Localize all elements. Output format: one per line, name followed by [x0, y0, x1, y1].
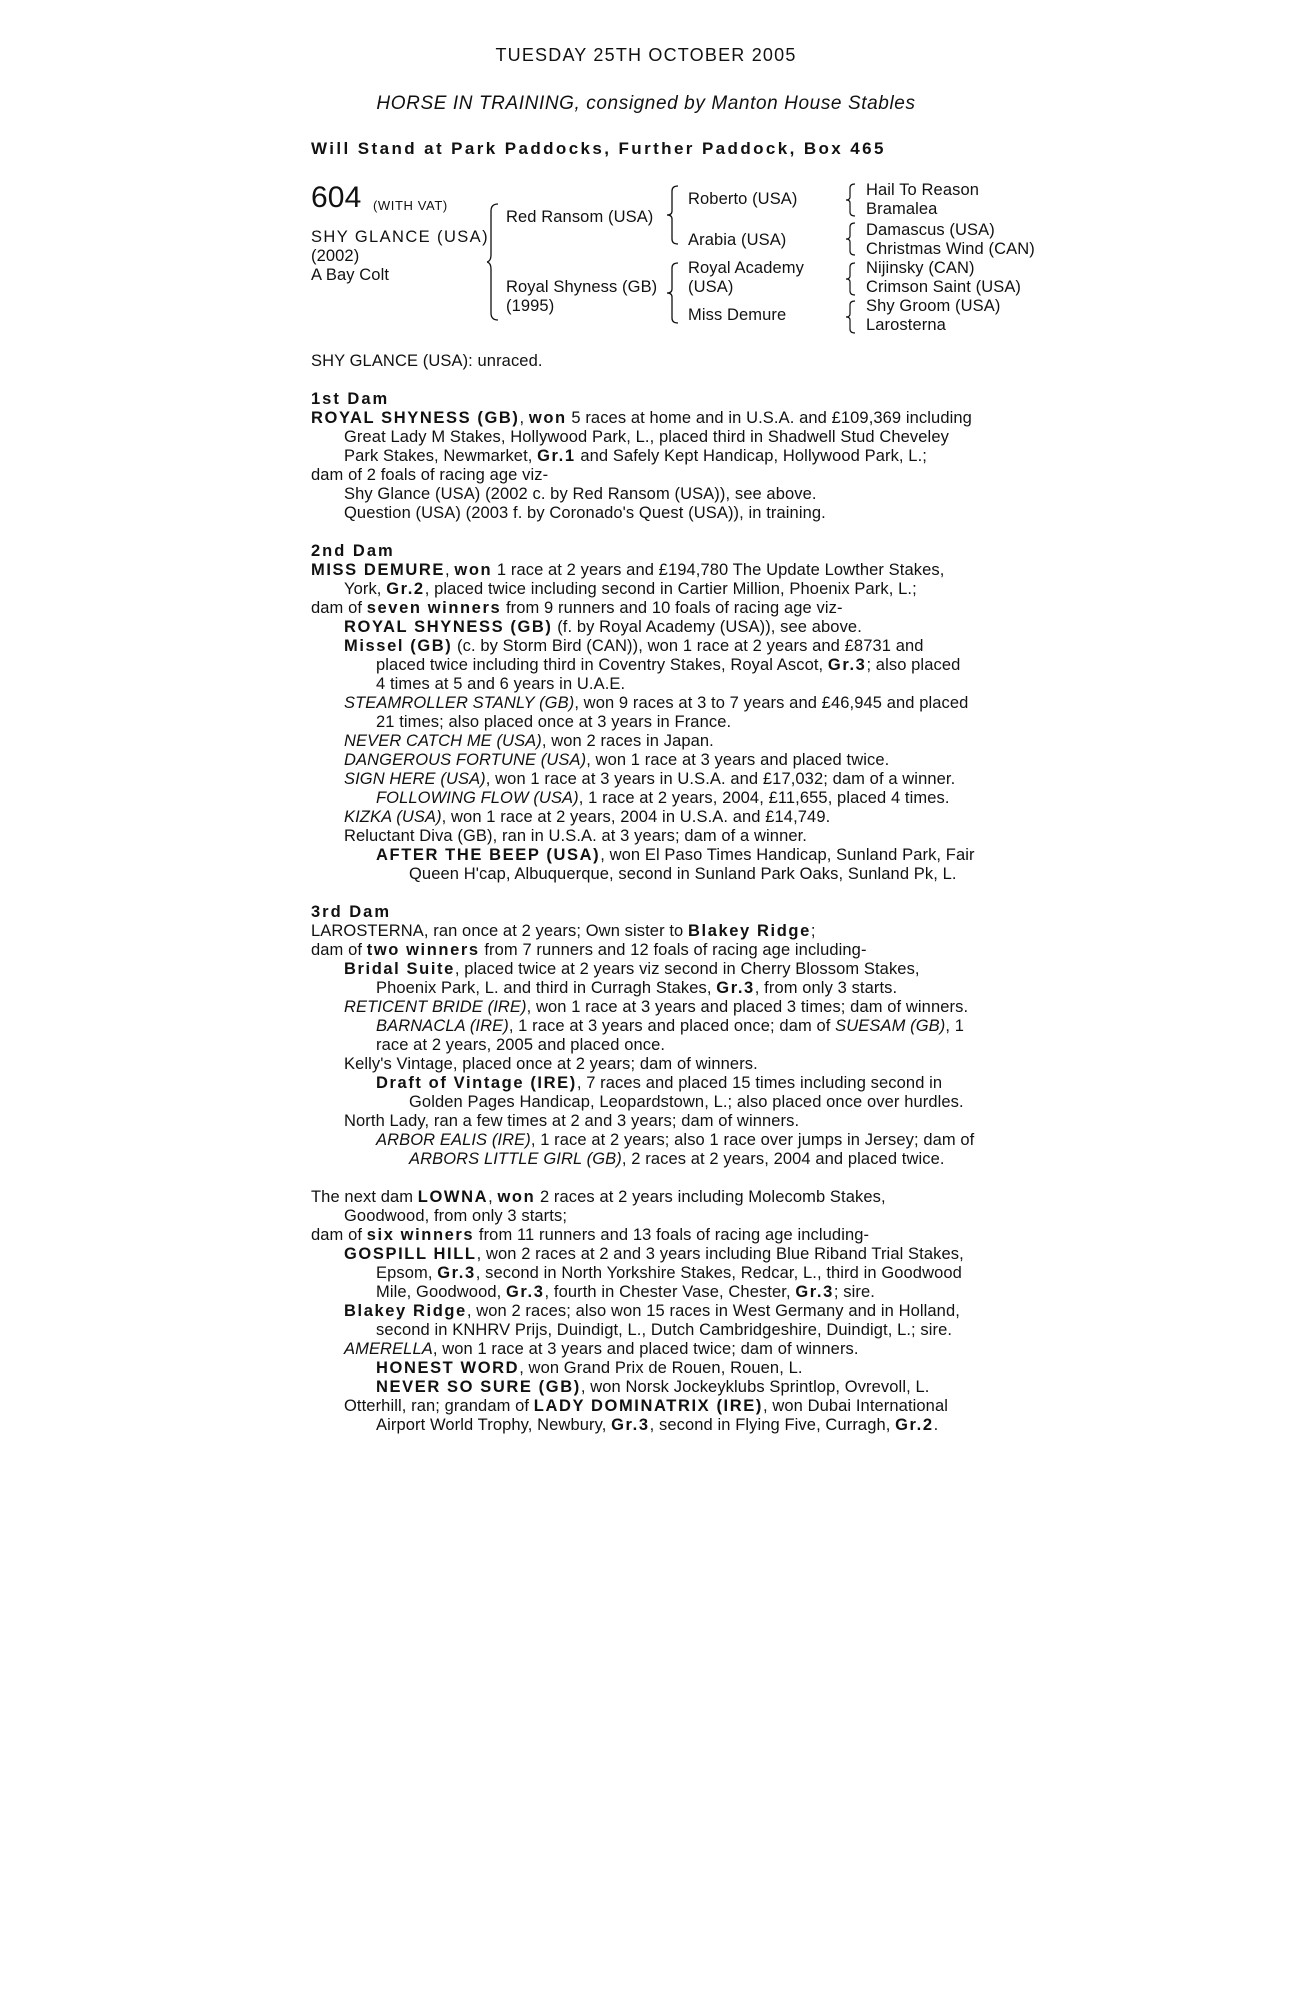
third-dam-section — [311, 903, 991, 1169]
list-item — [311, 1359, 991, 1378]
text-fragment: Gr.3 — [716, 979, 755, 997]
text-fragment: , second in North Yorkshire Stakes, Redcar, L., third in Goodwood — [475, 1264, 962, 1282]
text-fragment: ARBORS LITTLE GIRL (GB) — [409, 1150, 622, 1168]
text-line — [311, 561, 991, 580]
pedigree-brace-main — [487, 203, 499, 321]
text-fragment: AMERELLA — [344, 1340, 433, 1358]
text-line — [311, 1416, 991, 1435]
text-fragment: , won 9 races at 3 to 7 years and £46,945 and placed — [574, 694, 969, 712]
consignment-line: HORSE IN TRAINING, consigned by Manton House Stables — [376, 93, 916, 114]
text-fragment: KIZKA (USA) — [344, 808, 442, 826]
text-fragment: from 11 runners and 13 foals of racing age including- — [474, 1226, 870, 1244]
pedigree-dam-sire: Royal Academy — [688, 259, 804, 277]
pedigree-sdd: Christmas Wind (CAN) — [866, 240, 1035, 258]
text-fragment: SUESAM (GB) — [835, 1017, 946, 1035]
pedigree-sds: Damascus (USA) — [866, 221, 995, 239]
text-fragment: and Safely Kept Handicap, Hollywood Park, L.; — [575, 447, 927, 465]
text-fragment: , won Grand Prix de Rouen, Rouen, L. — [519, 1359, 803, 1377]
text-fragment: GOSPILL HILL — [344, 1245, 477, 1263]
pedigree-dss: Nijinsky (CAN) — [866, 259, 975, 277]
text-line — [311, 1188, 991, 1207]
text-fragment: MISS DEMURE — [311, 561, 446, 579]
text-fragment: dam of — [311, 941, 367, 959]
pedigree-sire-dam: Arabia (USA) — [688, 231, 787, 249]
text-line: dam of 2 foals of racing age viz- — [311, 466, 549, 484]
horse-year: (2002) — [311, 247, 360, 265]
lot-number: 604 — [311, 181, 362, 214]
text-fragment: seven winners — [366, 599, 502, 617]
text-fragment: LADY DOMINATRIX (IRE) — [533, 1397, 763, 1415]
text-fragment: LOWNA — [417, 1188, 489, 1206]
text-fragment: , 1 — [945, 1017, 965, 1035]
pedigree-brace-sire — [667, 185, 679, 245]
text-line: Great Lady M Stakes, Hollywood Park, L., placed third in Shadwell Stud Cheveley — [344, 428, 949, 446]
text-fragment: , 7 races and placed 15 times including second in — [576, 1074, 943, 1092]
lot-vat-note: (WITH VAT) — [373, 198, 448, 213]
text-fragment: , won 1 race at 2 years, 2004 in U.S.A. and £14,749. — [441, 808, 831, 826]
text-fragment: 1 race at 2 years and £194,780 The Update Lowther Stakes, — [492, 561, 945, 579]
next-dam-section — [311, 1188, 991, 1435]
text-fragment: ; sire. — [833, 1283, 875, 1301]
text-fragment: 2 races at 2 years including Molecomb Stakes, — [535, 1188, 886, 1206]
text-fragment: , won Norsk Jockeyklubs Sprintlop, Ovrevoll, L. — [580, 1378, 930, 1396]
list-item: North Lady, ran a few times at 2 and 3 years; dam of winners. — [344, 1112, 800, 1130]
text-fragment: , placed twice at 2 years viz second in Cherry Blossom Stakes, — [454, 960, 920, 978]
text-fragment: Epsom, — [376, 1264, 438, 1282]
text-fragment: ; — [810, 922, 816, 940]
text-fragment: SIGN HERE (USA) — [344, 770, 486, 788]
text-line: race at 2 years, 2005 and placed once. — [376, 1036, 666, 1054]
list-item: Reluctant Diva (GB), ran in U.S.A. at 3 years; dam of a winner. — [344, 827, 807, 845]
text-line: Golden Pages Handicap, Leopardstown, L.; also placed once over hurdles. — [409, 1093, 964, 1111]
text-fragment: Mile, Goodwood, — [376, 1283, 506, 1301]
text-fragment: six winners — [366, 1226, 475, 1244]
list-item — [311, 770, 991, 789]
text-line: 4 times at 5 and 6 years in U.A.E. — [376, 675, 626, 693]
text-fragment: Gr.3 — [827, 656, 867, 674]
text-fragment: Park Stakes, Newmarket, — [344, 447, 538, 465]
text-line — [311, 580, 991, 599]
text-fragment: ; also placed — [866, 656, 961, 674]
text-fragment: , won El Paso Times Handicap, Sunland Park, Fair — [600, 846, 975, 864]
text-fragment: from 9 runners and 10 foals of racing age viz- — [501, 599, 843, 617]
text-line — [311, 409, 991, 428]
text-fragment: York, — [344, 580, 387, 598]
text-line: Queen H'cap, Albuquerque, second in Sunland Park Oaks, Sunland Pk, L. — [409, 865, 957, 883]
text-fragment: , 1 race at 2 years; also 1 race over jumps in Jersey; dam of — [530, 1131, 975, 1149]
pedigree-brace-sd — [846, 222, 856, 256]
pedigree-ssd: Bramalea — [866, 200, 938, 218]
list-item: Question (USA) (2003 f. by Coronado's Quest (USA)), in training. — [344, 504, 826, 522]
list-item — [311, 732, 991, 751]
text-fragment: Draft of Vintage (IRE) — [376, 1074, 577, 1092]
text-line — [311, 599, 991, 618]
text-fragment: , fourth in Chester Vase, Chester, — [544, 1283, 796, 1301]
pedigree-dam-year: (1995) — [506, 297, 555, 315]
list-item — [311, 1397, 991, 1416]
list-item — [311, 960, 991, 979]
text-fragment: Blakey Ridge — [344, 1302, 467, 1320]
list-item — [311, 1302, 991, 1321]
text-fragment: , — [519, 409, 529, 427]
pedigree-brace-ss — [846, 183, 856, 217]
text-fragment: Gr.2 — [386, 580, 425, 598]
text-fragment: won — [454, 561, 493, 579]
text-fragment: dam of — [311, 599, 367, 617]
list-item — [311, 1340, 991, 1359]
text-fragment: The next dam — [311, 1188, 418, 1206]
sale-date: TUESDAY 25TH OCTOBER 2005 — [495, 45, 797, 65]
horse-name: SHY GLANCE (USA) — [311, 228, 489, 246]
text-fragment: , won 1 race at 3 years in U.S.A. and £17,032; dam of a winner. — [485, 770, 956, 788]
list-item — [311, 1017, 991, 1036]
pedigree-brace-dam — [667, 262, 679, 324]
text-line — [311, 447, 991, 466]
pedigree-dam-sire-origin: (USA) — [688, 278, 734, 296]
text-fragment: dam of — [311, 1226, 367, 1244]
list-item — [311, 694, 991, 713]
pedigree-sss: Hail To Reason — [866, 181, 979, 199]
text-fragment: ARBOR EALIS (IRE) — [376, 1131, 531, 1149]
text-fragment: Missel (GB) — [344, 637, 453, 655]
text-fragment: , 2 races at 2 years, 2004 and placed twice. — [621, 1150, 945, 1168]
text-fragment: NEVER SO SURE (GB) — [376, 1378, 581, 1396]
text-fragment: placed twice including third in Coventry Stakes, Royal Ascot, — [376, 656, 828, 674]
pedigree-dsd: Crimson Saint (USA) — [866, 278, 1022, 296]
text-fragment: (f. by Royal Academy (USA)), see above. — [552, 618, 862, 636]
pedigree-sire: Red Ransom (USA) — [506, 208, 654, 226]
text-fragment: , won 2 races in Japan. — [541, 732, 714, 750]
text-line — [311, 1264, 991, 1283]
text-line — [311, 979, 991, 998]
text-fragment: Gr.2 — [895, 1416, 934, 1434]
list-item — [311, 1378, 991, 1397]
list-item: Shy Glance (USA) (2002 c. by Red Ransom (USA)), see above. — [344, 485, 817, 503]
text-fragment: won — [528, 409, 567, 427]
first-dam-section — [311, 390, 991, 523]
section-heading: 3rd Dam — [311, 903, 392, 921]
text-fragment: NEVER CATCH ME (USA) — [344, 732, 542, 750]
text-line — [311, 1150, 991, 1169]
list-item — [311, 998, 991, 1017]
text-fragment: , second in Flying Five, Curragh, — [649, 1416, 896, 1434]
second-dam-section — [311, 542, 991, 884]
text-fragment: , — [445, 561, 455, 579]
pedigree-dam-dam: Miss Demure — [688, 306, 787, 324]
text-line: 21 times; also placed once at 3 years in France. — [376, 713, 732, 731]
text-fragment: , placed twice including second in Cartier Million, Phoenix Park, L.; — [424, 580, 917, 598]
text-line — [311, 1283, 991, 1302]
list-item — [311, 751, 991, 770]
list-item — [311, 1131, 991, 1150]
list-item — [311, 808, 991, 827]
text-fragment: Gr.3 — [795, 1283, 834, 1301]
pedigree-ddd: Larosterna — [866, 316, 946, 334]
section-heading: 1st Dam — [311, 390, 390, 408]
list-item — [311, 1074, 991, 1093]
text-fragment: RETICENT BRIDE (IRE) — [344, 998, 527, 1016]
text-fragment: , won 1 race at 3 years and placed twice; dam of winners. — [432, 1340, 859, 1358]
text-fragment: HONEST WORD — [376, 1359, 520, 1377]
text-fragment: , won 2 races; also won 15 races in West Germany and in Holland, — [466, 1302, 960, 1320]
text-fragment: , 1 race at 3 years and placed once; dam of — [508, 1017, 836, 1035]
list-item: Kelly's Vintage, placed once at 2 years; dam of winners. — [344, 1055, 758, 1073]
text-fragment: . — [933, 1416, 939, 1434]
horse-description: A Bay Colt — [311, 266, 390, 284]
text-fragment: , won Dubai International — [762, 1397, 948, 1415]
text-fragment: Gr.1 — [537, 447, 576, 465]
text-fragment: FOLLOWING FLOW (USA) — [376, 789, 579, 807]
racing-record-note: SHY GLANCE (USA): unraced. — [311, 352, 543, 370]
text-fragment: two winners — [366, 941, 480, 959]
text-fragment: Gr.3 — [437, 1264, 476, 1282]
text-fragment: , won 1 race at 3 years and placed 3 times; dam of winners. — [526, 998, 969, 1016]
text-fragment: , 1 race at 2 years, 2004, £11,655, placed 4 times. — [578, 789, 950, 807]
pedigree-sire-sire: Roberto (USA) — [688, 190, 798, 208]
text-fragment: Gr.3 — [506, 1283, 545, 1301]
text-fragment: BARNACLA (IRE) — [376, 1017, 509, 1035]
text-fragment: Blakey Ridge — [688, 922, 811, 940]
text-fragment: Phoenix Park, L. and third in Curragh Stakes, — [376, 979, 717, 997]
text-fragment: Gr.3 — [611, 1416, 650, 1434]
text-line — [311, 922, 991, 941]
stabling-location: Will Stand at Park Paddocks, Further Paddock, Box 465 — [311, 139, 886, 158]
text-fragment: , from only 3 starts. — [754, 979, 898, 997]
text-fragment: 5 races at home and in U.S.A. and £109,369 including — [566, 409, 972, 427]
text-fragment: Bridal Suite — [344, 960, 455, 978]
pedigree-brace-ds — [846, 262, 856, 296]
pedigree-dds: Shy Groom (USA) — [866, 297, 1001, 315]
list-item — [311, 789, 991, 808]
list-item — [311, 846, 991, 865]
text-line — [311, 1226, 991, 1245]
text-fragment: LAROSTERNA, ran once at 2 years; Own sister to — [311, 922, 689, 940]
text-fragment: from 7 runners and 12 foals of racing age including- — [479, 941, 867, 959]
text-fragment: Otterhill, ran; grandam of — [344, 1397, 534, 1415]
pedigree-dam: Royal Shyness (GB) — [506, 278, 658, 296]
text-fragment: ROYAL SHYNESS (GB) — [311, 409, 520, 427]
list-item — [311, 637, 991, 656]
text-fragment: STEAMROLLER STANLY (GB) — [344, 694, 575, 712]
text-fragment: , won 2 races at 2 and 3 years including Blue Riband Trial Stakes, — [476, 1245, 964, 1263]
pedigree-brace-dd — [846, 300, 856, 334]
text-fragment: ROYAL SHYNESS (GB) — [344, 618, 553, 636]
list-item — [311, 618, 991, 637]
text-line: second in KNHRV Prijs, Duindigt, L., Dutch Cambridgeshire, Duindigt, L.; sire. — [376, 1321, 953, 1339]
text-line — [311, 941, 991, 960]
text-fragment: DANGEROUS FORTUNE (USA) — [344, 751, 587, 769]
text-line: Goodwood, from only 3 starts; — [344, 1207, 567, 1225]
text-fragment: , — [488, 1188, 498, 1206]
text-fragment: , won 1 race at 3 years and placed twice. — [586, 751, 890, 769]
text-fragment: (c. by Storm Bird (CAN)), won 1 race at 2 years and £8731 and — [452, 637, 924, 655]
text-fragment: won — [497, 1188, 536, 1206]
text-line — [311, 656, 991, 675]
text-fragment: Airport World Trophy, Newbury, — [376, 1416, 612, 1434]
list-item — [311, 1245, 991, 1264]
section-heading: 2nd Dam — [311, 542, 395, 560]
text-fragment: AFTER THE BEEP (USA) — [376, 846, 601, 864]
